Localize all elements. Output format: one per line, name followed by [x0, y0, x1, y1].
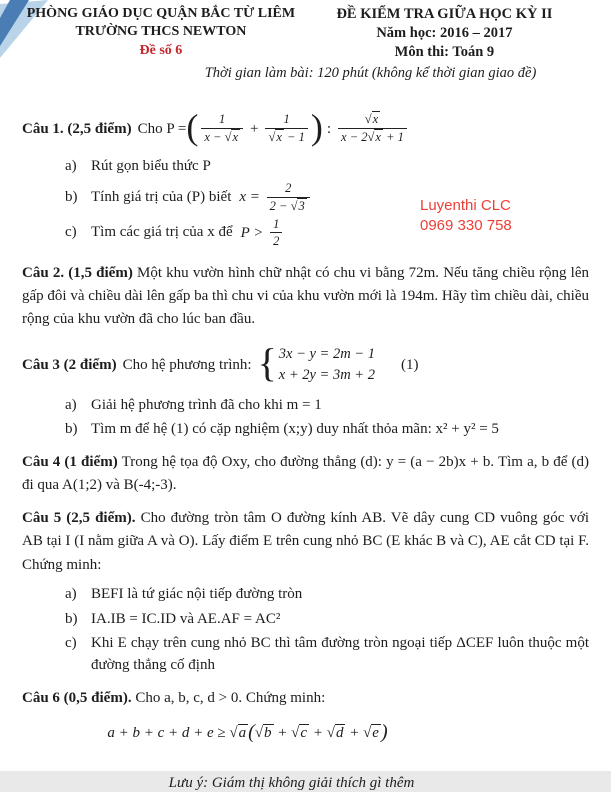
equation-system — [257, 340, 375, 388]
x-value-expression: x = $\frac{2}{2 - √3}$ — [239, 181, 312, 214]
question-5-label: Câu 5 (2,5 điểm). — [22, 510, 136, 527]
watermark — [420, 196, 512, 237]
question-3-label: Câu 3 (2 điểm) — [22, 356, 117, 373]
question-1-item-a: a) Rút gọn biểu thức P — [65, 157, 211, 174]
exam-header — [22, 5, 589, 62]
sqrt-x: √x — [268, 130, 282, 144]
sqrt-e: √e — [363, 725, 379, 742]
question-3-lead: Cho hệ phương trình: — [122, 356, 252, 373]
question-5-item-a: a) BEFI là tứ giác nội tiếp đường tròn — [65, 585, 303, 602]
watermark-name: Luyenthi CLC — [420, 197, 511, 214]
question-5-item-c: c) Khi E chạy trên cung nhỏ BC thì tâm đường tròn ngoại tiếp ΔCEF luôn thuộc một đường thẳng cố định — [65, 635, 589, 674]
question-5-text: Cho đường tròn tâm O đường kính AB. Vẽ dây cung CD vuông góc với AB tại I (I nằm giữa A và O). Lấy điểm E trên cung nhỏ BC (E khác B và C), AE cắt CD tại F. Chứng minh: — [22, 510, 590, 573]
header-left — [22, 5, 300, 62]
open-paren: ( — [248, 721, 255, 744]
sqrt-d: √d — [326, 725, 344, 742]
header-right — [300, 5, 589, 62]
question-4-label: Câu 4 (1 điểm) — [22, 453, 118, 470]
system-brace: { — [257, 340, 277, 386]
system-tag: (1) — [400, 356, 419, 373]
fraction-1: $\frac{1}{x - √x}$ — [201, 112, 243, 145]
watermark-phone: 0969 330 758 — [420, 217, 512, 235]
question-1-item-b: b) Tính giá trị của (P) biết x = $\frac{2}{2 - √3}$ — [22, 181, 589, 214]
question-3-item-a: a) Giải hệ phương trình đã cho khi m = 1 — [65, 397, 322, 414]
question-6-formula: a + b + c + d + e ≥ √a (√b + √c + √d + √e ) — [107, 721, 388, 744]
close-paren: ) — [380, 721, 388, 744]
question-2-label: Câu 2. (1,5 điểm) — [22, 264, 133, 281]
question-5 — [22, 507, 589, 577]
plus-operator: + — [250, 120, 259, 137]
question-4-text: Trong hệ tọa độ Oxy, cho đường thẳng (d): y = (a − 2b)x + b. Tìm a, b để (d) đi qua A(1;2) và B(-4;-3). — [22, 453, 590, 493]
proctor-note: Lưu ý: Giám thị không giải thích gì thêm — [168, 775, 415, 792]
sqrt-a: √a — [229, 725, 247, 742]
question-2-text: Một khu vườn hình chữ nhật có chu vi bằng 72m. Nếu tăng chiều rộng lên gấp đôi và chiều dài lên gấp ba thì chu vi của khu vườn mới là 194m. Hãy tìm chiều dài, chiều rộng của khu vườn đã cho lúc ban đầu. — [22, 264, 590, 328]
sqrt-x: √x — [364, 112, 379, 127]
question-1-label: Câu 1. (2,5 điểm) — [22, 120, 132, 137]
fraction-x: $\frac{2}{2 - √3}$ — [267, 181, 310, 214]
question-4 — [22, 451, 589, 498]
question-5-item-b: b) IA.IB = IC.ID và AE.AF = AC² — [65, 610, 281, 627]
subject: Môn thi: Toán 9 — [394, 44, 495, 61]
department-name: PHÒNG GIÁO DỤC QUẬN BẮC TỪ LIÊM — [26, 6, 296, 21]
fraction-half: $\frac{1}{2}$ — [270, 217, 282, 250]
system-equation-1: 3x − y = 2m − 1 — [278, 345, 375, 362]
question-6-label: Câu 6 (0,5 điểm). — [22, 689, 132, 706]
time-note: Thời gian làm bài: 120 phút (không kể thời gian giao đề) — [204, 65, 537, 82]
sqrt-c: √c — [291, 725, 308, 742]
question-1 — [22, 106, 589, 147]
close-paren: ) — [310, 106, 323, 147]
question-3 — [22, 340, 589, 388]
divide-operator: : — [326, 120, 332, 137]
fraction-3: $\frac{√x}{x - 2√x + 1}$ — [338, 112, 407, 145]
sqrt-3: √3 — [290, 199, 305, 213]
question-6-lead: Cho a, b, c, d > 0. Chứng minh: — [135, 689, 326, 706]
question-2 — [22, 262, 589, 332]
p-inequality: P > $\frac{1}{2}$ — [241, 217, 286, 250]
question-1-lead: Cho P = — [137, 120, 187, 137]
question-3-item-b: b) Tìm m để hệ (1) có cặp nghiệm (x;y) duy nhất thỏa mãn: x² + y² = 5 — [65, 420, 499, 437]
exam-code: Đề số 6 — [139, 42, 183, 58]
exam-title: ĐỀ KIỂM TRA GIỮA HỌC KỲ II — [336, 6, 553, 22]
school-name: TRƯỜNG THCS NEWTON — [75, 24, 247, 40]
open-paren: ( — [186, 106, 199, 147]
system-equation-2: x + 2y = 3m + 2 — [278, 367, 375, 384]
sqrt-x: √x — [367, 130, 381, 144]
fraction-2: $\frac{1}{√x - 1}$ — [265, 112, 307, 145]
question-6 — [22, 687, 589, 710]
sqrt-x: √x — [224, 130, 238, 144]
school-year: Năm học: 2016 – 2017 — [376, 25, 513, 42]
question-1-item-c: c) Tìm các giá trị của x để P > $\frac{1}{2}$ — [22, 217, 589, 250]
sqrt-b: √b — [254, 725, 272, 742]
